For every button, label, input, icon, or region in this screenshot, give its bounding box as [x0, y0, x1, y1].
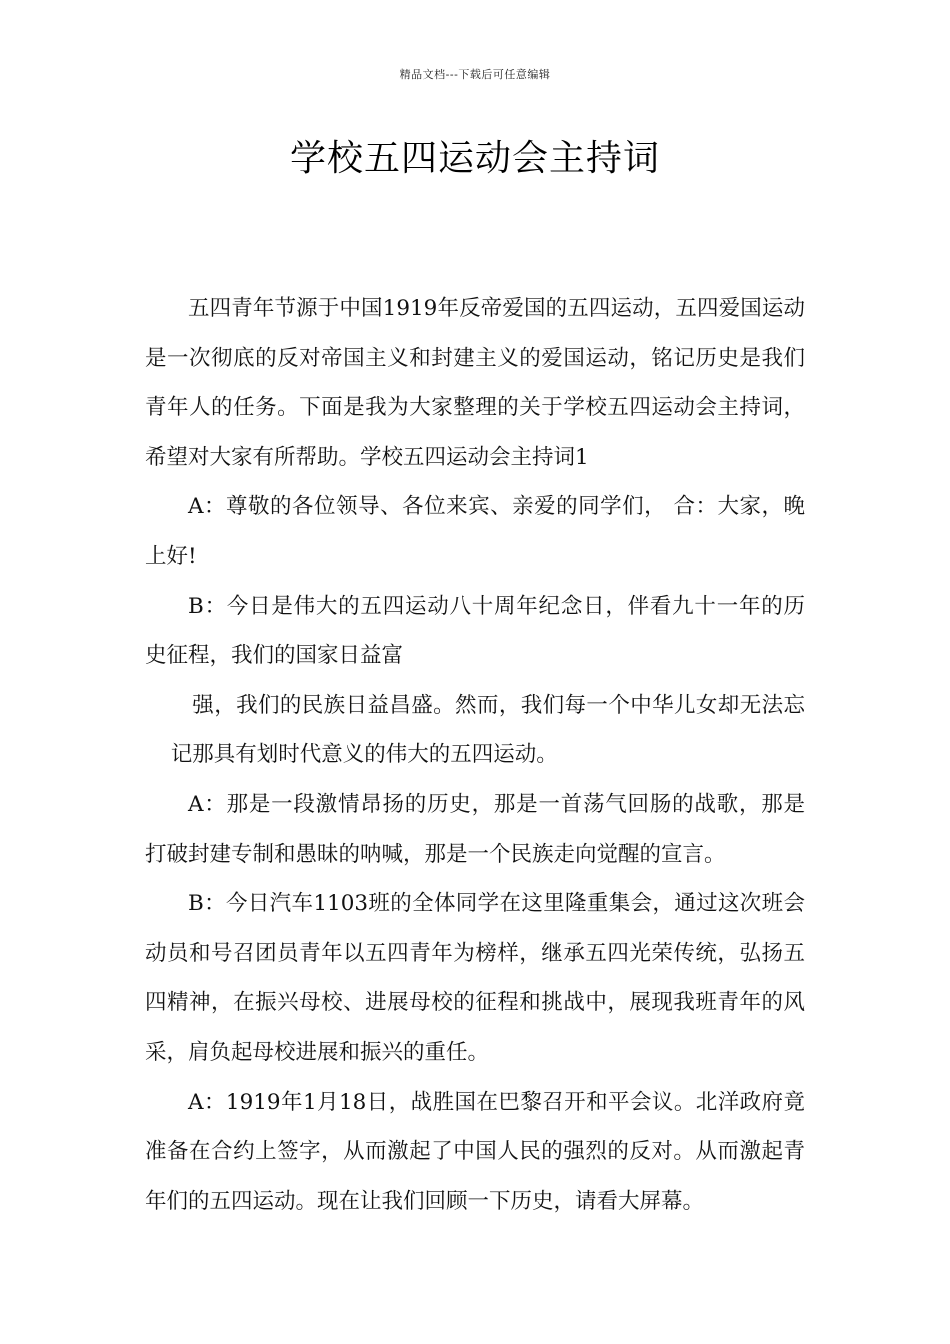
paragraph-b-anniversary: B：今日是伟大的五四运动八十周年纪念日，伴看九十一年的历史征程，我们的国家日益富: [145, 593, 805, 669]
paragraph-a-paris-conference: A：1919年1月18日，战胜国在巴黎召开和平会议。北洋政府竟准备在合约上签字，从而激起了中国人民的强烈的反对。从而激起青年们的五四运动。现在让我们回顾一下历史，请看大屏幕。: [145, 1089, 805, 1214]
paragraph-a-history: A：那是一段激情昂扬的历史，那是一首荡气回肠的战歌，那是打破封建专制和愚昧的呐喊，那是一个民族走向觉醒的宣言。: [145, 791, 805, 867]
document-body: [145, 284, 805, 1226]
paragraph-intro: 五四青年节源于中国1919年反帝爱国的五四运动，五四爱国运动是一次彻底的反对帝国主义和封建主义的爱国运动，铭记历史是我们青年人的任务。下面是我为大家整理的关于学校五四运动会主持词，希望对大家有所帮助。学校五四运动会主持词1: [145, 296, 805, 470]
document-title: 学校五四运动会主持词: [289, 138, 660, 179]
paragraph-b-class-meeting: B：今日汽车1103班的全体同学在这里隆重集会，通过这次班会动员和号召团员青年以五四青年为榜样，继承五四光荣传统，弘扬五四精神，在振兴母校、进展母校的征程和挑战中，展现我班青年的风采，肩负起母校进展和振兴的重任。: [145, 891, 805, 1065]
header-note: 精品文档---下载后可任意编辑: [399, 68, 551, 81]
paragraph-greeting: A：尊敬的各位领导、各位来宾、亲爱的同学们， 合：大家，晚上好!: [145, 494, 805, 569]
paragraph-continuation: 强，我们的民族日益昌盛。然而，我们每一个中华儿女却无法忘记那具有划时代意义的伟大的五四运动。: [170, 692, 805, 768]
